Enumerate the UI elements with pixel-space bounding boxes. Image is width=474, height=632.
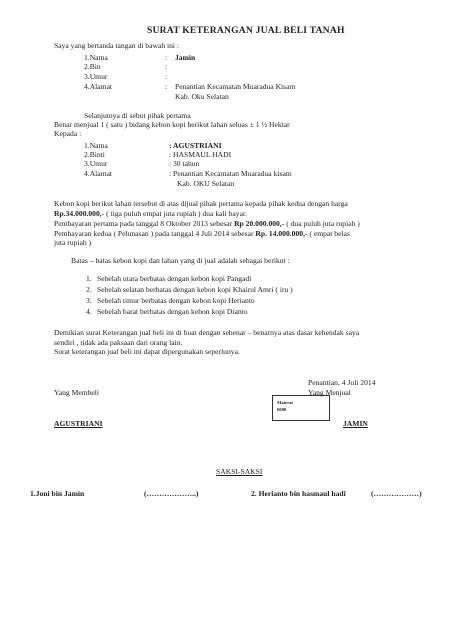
party1-alamat-label: 4.Alamat <box>84 82 113 91</box>
batas-item-num: 2. <box>86 285 92 294</box>
batas-item: Sebelah barat berbatas dengan kebon kopi Dianto <box>97 307 248 316</box>
closing-line1: Demikian surat Keterangan jual beli ini di buat dengan sebenar – benarnya atas dasar kehendak saya <box>54 328 360 337</box>
payment-second-text: Pembayaran kedua ( Pelunasan ) pada tanggal 4 Juli 2014 sebesar <box>54 229 256 238</box>
party2-alamat-value: : Penantian Kecamatan Muaradua kisam <box>169 169 292 178</box>
payment-line2 <box>54 209 247 218</box>
stamp-value: 6000 <box>277 407 287 412</box>
closing-line3: Surat keterangan jual beli ini dapat dipergunakan seperlunya. <box>54 347 240 356</box>
party1-umur-label: 3.Umur <box>84 72 108 81</box>
benar-line1: Benar menjual 1 ( satu ) bidang kebon kopi berikut lahan seluas ± 1 ½ Hektar <box>54 120 290 129</box>
price-total-words: ( tiga puluh empat juta rupiah ) dua kali bayar. <box>104 209 247 218</box>
seller-name: JAMIN <box>343 419 368 428</box>
batas-item-num: 3. <box>86 296 92 305</box>
payment-line3 <box>54 219 360 228</box>
payment-line1: Kebon kopi berikut lahan tersebut di atas dijual pihak pertama kepada pihak kedua dengan harga <box>54 199 348 208</box>
party2-alamat-label: 4.Alamat <box>84 169 113 178</box>
saksi-title: SAKSI-SAKSI <box>216 467 263 476</box>
party1-colon: : <box>165 62 168 71</box>
party2-umur-label: 3.Umur <box>84 159 108 168</box>
batas-item-num: 1. <box>86 274 92 283</box>
batas-item: Sebelah selatan berbatas dengan kebon kopi Khairul Amri ( iru ) <box>97 285 293 294</box>
payment-second-words: ( empat belas <box>307 229 350 238</box>
party1-nama-value: Jamin <box>175 53 196 62</box>
party1-alamat-value: Penantian Kecamatan Muaradua Kisam <box>175 82 296 91</box>
party1-bin-label: 2.Bin <box>84 62 101 71</box>
batas-item: Sebelah timur berbatas dengan kebon kopi Herianto <box>97 296 255 305</box>
payment-first-words: ( dua puluh juta rupiah ) <box>284 219 360 228</box>
party1-colon: : <box>165 72 168 81</box>
payment-first-amount: Rp 20.000.000,- <box>234 219 285 228</box>
batas-item-num: 4. <box>86 307 92 316</box>
page-title: SURAT KETERANGAN JUAL BELI TANAH <box>147 25 345 36</box>
party1-colon: : <box>165 82 168 91</box>
place-date: Penantian, 4 Juli 2014 <box>308 378 376 387</box>
witness1-name: 1.Joni bin Jamin <box>30 489 85 498</box>
witness2-name: 2. Herianto bin hasmaul hadi <box>251 489 346 498</box>
payment-line4 <box>54 229 350 238</box>
party2-umur-value: : 30 tahun <box>169 159 200 168</box>
closing-line2: sendiri , tidak ada paksaan dari orang lain. <box>54 338 183 347</box>
buyer-name: AGUSTRIANI <box>54 419 103 428</box>
party2-alamat-value2: Kab. OKU Selatan <box>177 179 235 188</box>
party1-alamat-value2: Kab. Oku Selatan <box>175 92 229 101</box>
payment-line5: juta rupiah ) <box>54 238 92 247</box>
party2-nama-value: : AGUSTRIANI <box>169 141 222 150</box>
intro-text: Saya yang bertanda tangan di bawah ini : <box>54 41 180 50</box>
payment-first-text: Pembayaran pertama pada tanggal 8 Oktober 2013 sebesar <box>54 219 235 228</box>
price-total: Rp.34.000.000,- <box>54 209 105 218</box>
party1-nama-label: 1.Nama <box>84 53 108 62</box>
seller-label: Yang Menjual <box>308 388 351 397</box>
witness2-signature: (………………) <box>371 489 422 498</box>
payment-second-amount: Rp. 14.000.000,- <box>255 229 308 238</box>
party2-binti-label: 2.Binti <box>84 150 105 159</box>
party1-colon: : <box>165 53 168 62</box>
party2-nama-label: 1.Nama <box>84 141 108 150</box>
materai-stamp <box>272 395 330 421</box>
batas-intro: Batas – batas kebon kopi dan lahan yang di jual adalah sebagai berikut : <box>71 256 290 265</box>
batas-item: Sebelah utara berbatas dengan kebon kopi Pangadi <box>97 274 252 283</box>
buyer-label: Yang Membeli <box>54 388 100 397</box>
stamp-label: Materai <box>277 400 293 405</box>
party2-binti-value: : HASMAUL HADI <box>169 150 232 159</box>
witness1-signature: (………………..) <box>144 489 199 498</box>
selanjutnya-text: Selanjutnya di sebut pihak pertama <box>84 111 191 120</box>
benar-line2: Kepada : <box>54 129 82 138</box>
